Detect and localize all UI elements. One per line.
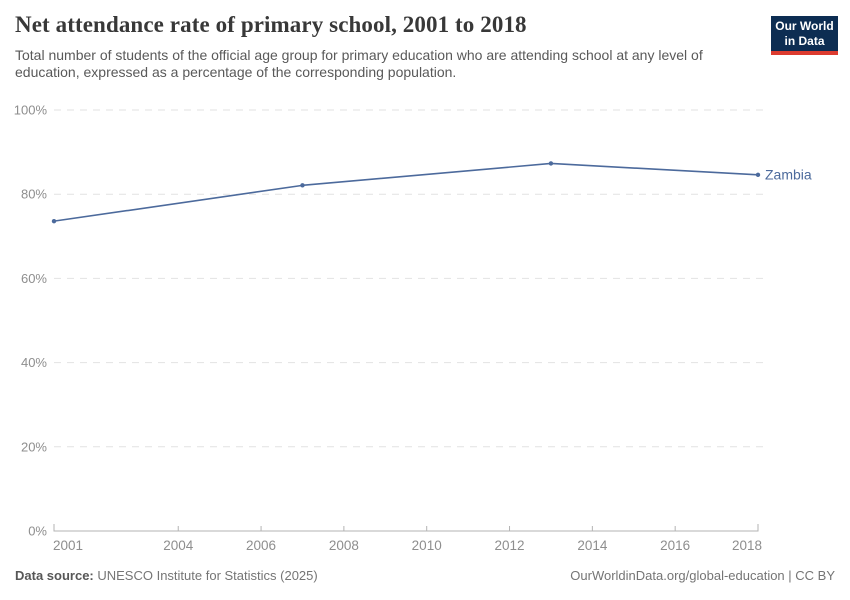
series-line-zambia[interactable] bbox=[54, 163, 758, 221]
x-axis-label: 2010 bbox=[411, 538, 442, 553]
y-axis-label: 100% bbox=[13, 102, 47, 118]
owid-logo-line2: in Data bbox=[784, 33, 825, 48]
x-axis-label: 2006 bbox=[246, 538, 277, 553]
x-axis-line bbox=[54, 524, 758, 531]
data-source-label: Data source: bbox=[15, 568, 94, 583]
x-axis-label: 2018 bbox=[731, 538, 762, 553]
data-point-2007[interactable] bbox=[300, 183, 304, 187]
license-credit[interactable]: OurWorldinData.org/global-education | CC BY bbox=[570, 568, 835, 583]
chart-subtitle: Total number of students of the official age group for primary education who are attending school at any level of education, expressed as a percentage of the corresponding population. bbox=[15, 47, 703, 81]
data-point-2013[interactable] bbox=[549, 161, 553, 165]
y-axis-label: 20% bbox=[20, 439, 47, 455]
y-axis-label: 80% bbox=[20, 186, 47, 202]
y-axis-label: 0% bbox=[28, 523, 47, 539]
x-axis-label: 2001 bbox=[53, 538, 84, 553]
data-point-2018[interactable] bbox=[756, 173, 760, 177]
x-axis-label: 2008 bbox=[328, 538, 359, 553]
y-axis-label: 60% bbox=[20, 270, 47, 286]
y-axis-label: 40% bbox=[20, 355, 47, 371]
x-axis-label: 2016 bbox=[660, 538, 691, 553]
chart-title: Net attendance rate of primary school, 2001 to 2018 bbox=[15, 12, 527, 37]
x-axis-label: 2014 bbox=[577, 538, 608, 553]
series-entity-label[interactable]: Zambia bbox=[765, 166, 812, 183]
x-axis-label: 2012 bbox=[494, 538, 525, 553]
data-source-value: UNESCO Institute for Statistics (2025) bbox=[93, 568, 318, 583]
data-source bbox=[15, 568, 318, 583]
owid-logo-line1: Our World bbox=[775, 18, 834, 33]
data-point-2001[interactable] bbox=[52, 219, 56, 223]
x-axis-label: 2004 bbox=[163, 538, 194, 553]
chart-footer bbox=[15, 568, 835, 583]
